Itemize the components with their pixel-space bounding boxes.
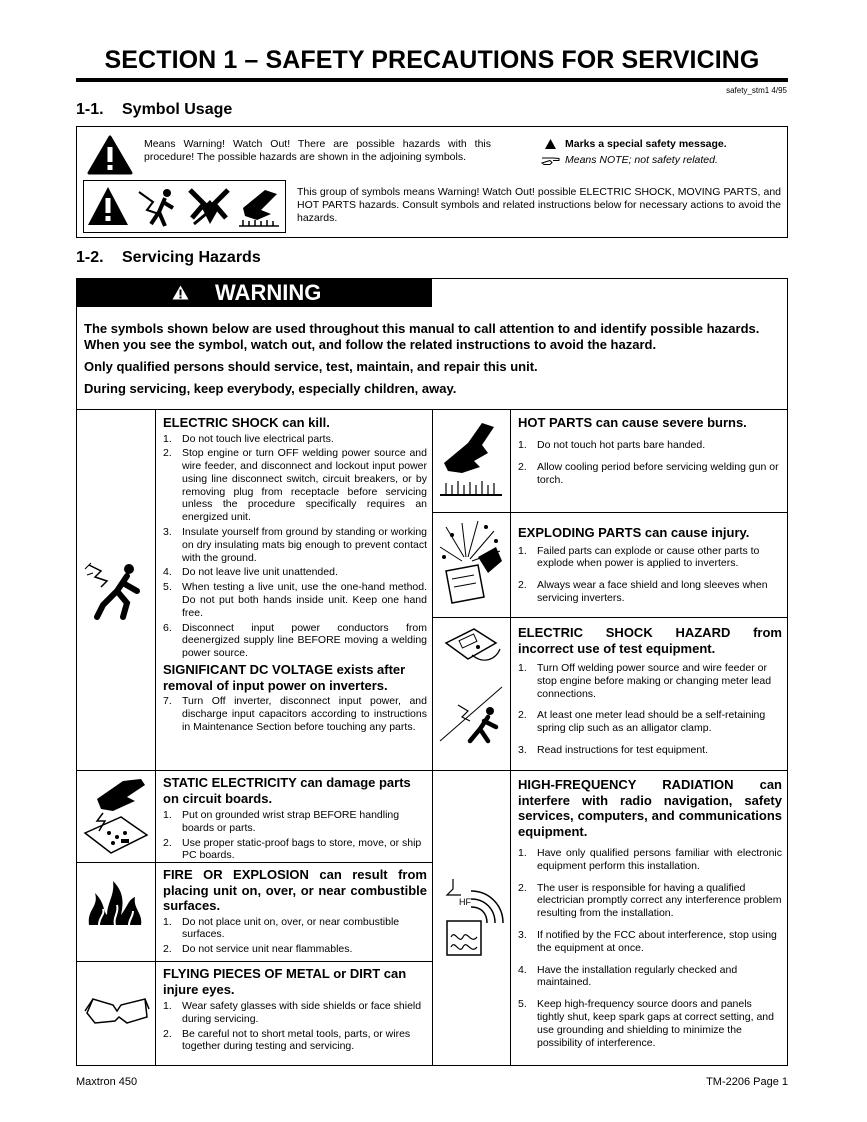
title-rule xyxy=(76,78,788,82)
fire-title: FIRE OR EXPLOSION can result from placing unit on, over, or near combustible surfaces. xyxy=(163,867,427,913)
hazard-group-meaning: This group of symbols means Warning! Watch Out! possible ELECTRIC SHOCK, MOVING PARTS, and HOT PARTS hazards. Consult symbols and related instructions below for necessary actions to avoid the hazards. xyxy=(297,186,781,224)
document-id: safety_stm1 4/95 xyxy=(726,86,787,95)
list-item: 2. Use proper static-proof bags to store, move, or ship PC boards. xyxy=(163,836,422,862)
list-item: 1. Failed parts can explode or cause other parts to explode when power is applied to inverters. xyxy=(518,544,760,570)
hot-parts-section xyxy=(518,415,782,489)
list-item: 2. Stop engine or turn OFF welding power source and wire feeder, and disconnect and lockout input power using line disconnect switch, circuit breakers, or by removing plug from receptacle before servicing unless the procedure specifically requires an energized unit. xyxy=(163,447,427,524)
warning-intro xyxy=(84,321,780,403)
electric-shock-section xyxy=(163,415,427,735)
list-item: 4. Have the installation regularly checked and maintained. xyxy=(518,963,738,989)
warning-symbol-meaning: Means Warning! Watch Out! There are possible hazards with this procedure! The possible hazards are shown in the adjoining symbols. xyxy=(144,138,491,163)
fire-icon xyxy=(85,873,147,929)
high-frequency-radiation-icon xyxy=(437,875,505,961)
intro-paragraph: Only qualified persons should service, test, maintain, and repair this unit. xyxy=(84,359,538,374)
grid-rule xyxy=(432,409,433,1065)
warning-triangle-icon xyxy=(86,185,130,227)
hf-title: HIGH-FREQUENCY RADIATION can interfere with radio navigation, safety services, computers, and communications equipment. xyxy=(518,777,782,839)
section-title: SECTION 1 – SAFETY PRECAUTIONS FOR SERVICING xyxy=(104,46,760,74)
electric-shock-icon xyxy=(83,561,149,621)
grid-rule xyxy=(77,961,432,962)
list-item: 1. Do not place unit on, over, or near combustible surfaces. xyxy=(163,915,400,941)
exploding-title: EXPLODING PARTS can cause injury. xyxy=(518,525,750,540)
heading-number: 1-2. xyxy=(76,249,104,266)
list-item: 2. The user is responsible for having a qualified electrician promptly correct any interference problem resulting from the installation. xyxy=(518,881,782,920)
list-item: 1. Do not touch live electrical parts. xyxy=(163,432,334,445)
list-item: 3. Insulate yourself from ground by standing or working on dry insulating mats big enough to prevent contact with the ground. xyxy=(163,526,427,564)
list-item: 1. Wear safety glasses with side shields or face shield during servicing. xyxy=(163,1000,422,1025)
list-item: 1. Have only qualified persons familiar with electronic equipment perform this installation. xyxy=(518,847,782,872)
hot-parts-title: HOT PARTS can cause severe burns. xyxy=(518,415,747,430)
list-item: 1. Put on grounded wrist strap BEFORE handling boards or parts. xyxy=(163,809,400,834)
hf-label: HF xyxy=(459,897,471,907)
special-message-triangle-icon xyxy=(545,139,556,149)
list-item: 7. Turn Off inverter, disconnect input power, and discharge input capacitors according to instructions in Maintenance Section before touching any parts. xyxy=(163,695,427,733)
list-item: 5. When testing a live unit, use the one-hand method. Do not put both hands inside unit. Keep one hand free. xyxy=(163,581,427,619)
hot-parts-icon xyxy=(438,421,504,501)
test-equipment-title: ELECTRIC SHOCK HAZARD from incorrect use of test equipment. xyxy=(518,625,782,656)
static-title: STATIC ELECTRICITY can damage parts on circuit boards. xyxy=(163,775,411,806)
list-item: 3. Read instructions for test equipment. xyxy=(518,743,709,756)
warning-label: WARNING xyxy=(215,280,322,305)
list-item: 2. Allow cooling period before servicing welding gun or torch. xyxy=(518,461,779,487)
grid-rule xyxy=(510,409,511,1065)
footer-model: Maxtron 450 xyxy=(76,1076,138,1088)
static-electricity-icon xyxy=(83,775,149,855)
grid-rule xyxy=(432,512,787,513)
list-item: 2. Always wear a face shield and long sleeves when servicing inverters. xyxy=(518,579,768,604)
electric-shock-icon xyxy=(133,184,181,230)
flying-title: FLYING PIECES OF METAL or DIRT can injure eyes. xyxy=(163,966,407,997)
list-item: 1. Turn Off welding power source and wire feeder or stop engine before making or changing meter lead connections. xyxy=(518,662,772,700)
fire-section xyxy=(163,867,427,958)
note-message-text: Means NOTE; not safety related. xyxy=(565,154,718,166)
footer-page-number: TM-2206 Page 1 xyxy=(706,1076,788,1088)
list-item: 3. If notified by the FCC about interference, stop using the equipment at once. xyxy=(518,928,777,954)
hot-parts-icon xyxy=(235,184,283,230)
list-item: 2. Do not service unit near flammables. xyxy=(163,943,353,956)
grid-rule xyxy=(432,617,787,618)
heading-text: Servicing Hazards xyxy=(122,249,261,266)
warning-banner xyxy=(77,279,432,307)
heading-text: Symbol Usage xyxy=(122,101,233,118)
high-frequency-section xyxy=(518,777,782,1051)
safety-glasses-icon xyxy=(83,991,151,1031)
warning-triangle-icon xyxy=(172,285,189,300)
list-item: 6. Disconnect input power conductors from deenergized supply line BEFORE moving a welding power source. xyxy=(163,621,427,660)
heading-symbol-usage xyxy=(76,101,232,119)
list-item: 2. Be careful not to short metal tools, parts, or wires together during testing and servicing. xyxy=(163,1027,411,1053)
special-message-text: Marks a special safety message. xyxy=(565,138,727,150)
list-item: 4. Do not leave live unit unattended. xyxy=(163,566,338,579)
exploding-parts-icon xyxy=(438,517,504,613)
electric-shock-title: ELECTRIC SHOCK can kill. xyxy=(163,415,330,430)
grid-rule xyxy=(155,409,156,1065)
static-electricity-section xyxy=(163,775,427,864)
test-equipment-section xyxy=(518,625,782,759)
dc-voltage-title: SIGNIFICANT DC VOLTAGE exists after removal of input power on inverters. xyxy=(163,662,406,693)
list-item: 5. Keep high-frequency source doors and panels tightly shut, keep spark gaps at correct setting, and use grounding and shielding to minimize the possibility of interference. xyxy=(518,998,774,1049)
exploding-parts-section xyxy=(518,525,782,607)
flying-metal-section xyxy=(163,966,427,1055)
intro-paragraph: During servicing, keep everybody, especially children, away. xyxy=(84,381,457,396)
heading-number: 1-1. xyxy=(76,101,104,118)
list-item: 2. At least one meter lead should be a self-retaining spring clip such as an alligator clamp. xyxy=(518,709,766,735)
list-item: 1. Do not touch hot parts bare handed. xyxy=(518,438,706,451)
moving-parts-icon xyxy=(184,184,234,230)
heading-servicing-hazards xyxy=(76,249,261,267)
warning-triangle-icon xyxy=(87,135,133,175)
warning-panel xyxy=(76,278,788,1066)
grid-rule xyxy=(432,770,787,771)
pointing-hand-note-icon xyxy=(541,155,561,166)
test-equipment-shock-icon xyxy=(438,625,504,765)
symbol-usage-box xyxy=(76,126,788,238)
hazard-symbol-group xyxy=(83,180,286,233)
grid-rule xyxy=(77,770,432,771)
intro-paragraph: The symbols shown below are used throughout this manual to call attention to and identify possible hazards. When you see the symbol, watch out, and follow the related instructions to avoid the hazard. xyxy=(84,321,760,352)
